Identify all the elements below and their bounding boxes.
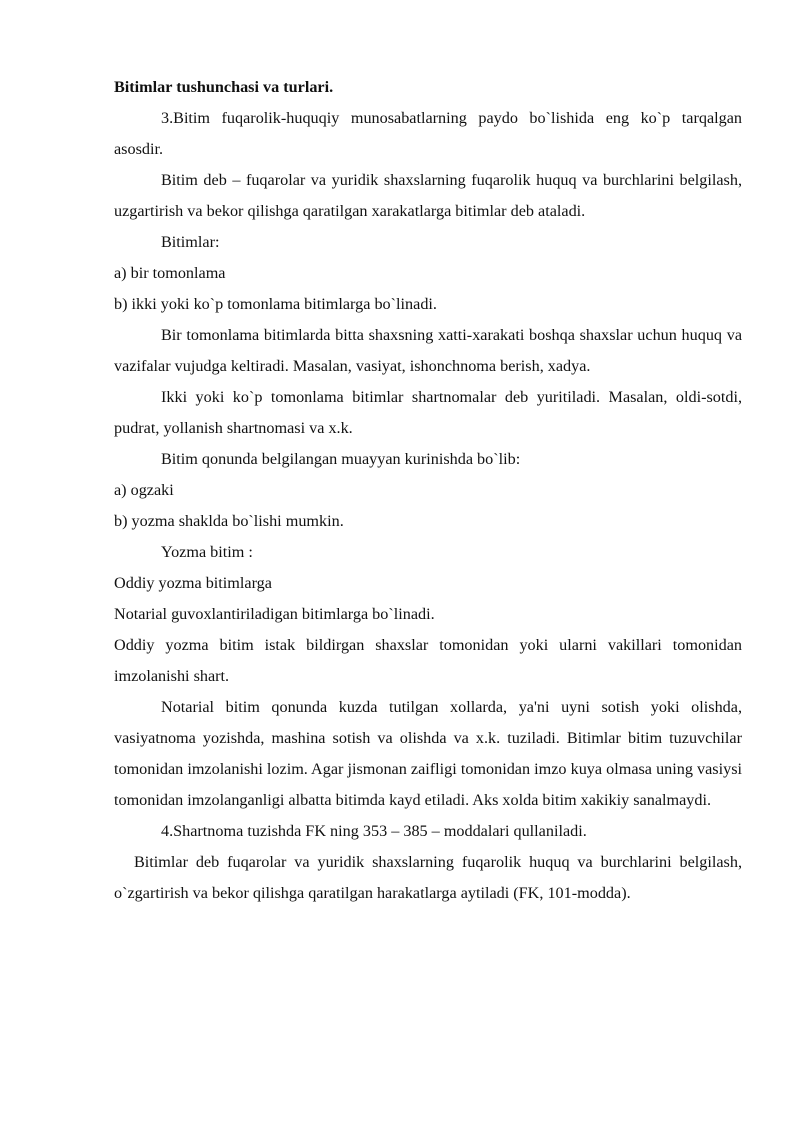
list-item-oddiy-yozma: Oddiy yozma bitimlarga <box>114 574 272 592</box>
paragraph-bir-tomonlama: Bir tomonlama bitimlarda bitta shaxsning xatti-xarakati boshqa shaxslar uchun huquq va vazifalar vujudga keltiradi. Masalan, vasiyat, ishonchnoma berish, xadya. <box>114 326 742 375</box>
paragraph-bitim-deb: Bitim deb – fuqarolar va yuridik shaxslarning fuqarolik huquq va burchlarini belgilash, uzgartirish va bekor qilishga qaratilgan xarakatlarga bitimlar deb ataladi. <box>114 171 742 220</box>
paragraph-yozma-bitim-heading: Yozma bitim : <box>161 543 253 561</box>
paragraph-oddiy-yozma-bitim: Oddiy yozma bitim istak bildirgan shaxslar tomonidan yoki ularni vakillari tomonidan imzolanishi shart. <box>114 636 742 685</box>
paragraph-bitimlar-heading: Bitimlar: <box>161 233 220 251</box>
paragraph-notarial-bitim: Notarial bitim qonunda kuzda tutilgan xollarda, ya'ni uyni sotish yoki olishda, vasiyatnoma yozishda, mashina sotish va olishda va x.k. tuziladi. Bitimlar bitim tuzuvchilar tomonidan imzolanishi lozim. Agar jismonan zaifligi tomonidan imzo kuya olmasa uning vasiysi tomonidan imzolanganligi albatta bitimda kayd etiladi. Aks xolda bitim xakikiy sanalmaydi. <box>114 698 742 809</box>
list-item-yozma: b) yozma shaklda bo`lishi mumkin. <box>114 512 344 530</box>
paragraph-bitim-kurinishi: Bitim qonunda belgilangan muayyan kurinishda bo`lib: <box>161 450 521 468</box>
document-page <box>114 72 742 909</box>
document-title: Bitimlar tushunchasi va turlari. <box>114 78 334 96</box>
list-item-notarial: Notarial guvoxlantiriladigan bitimlarga bo`linadi. <box>114 605 435 623</box>
list-item-bir-tomonlama: a) bir tomonlama <box>114 264 226 282</box>
list-item-kop-tomonlama: b) ikki yoki ko`p tomonlama bitimlarga bo`linadi. <box>114 295 437 313</box>
paragraph-shartnoma-tuzish: 4.Shartnoma tuzishda FK ning 353 – 385 – moddalari qullaniladi. <box>161 822 587 840</box>
list-item-ogzaki: a) ogzaki <box>114 481 174 499</box>
paragraph-bitimlar-ta-rifi: Bitimlar deb fuqarolar va yuridik shaxslarning fuqarolik huquq va burchlarini belgilash, o`zgartirish va bekor qilishga qaratilgan harakatlarga aytiladi (FK, 101-modda). <box>114 853 742 902</box>
paragraph-bitim-asos: 3.Bitim fuqarolik-huquqiy munosabatlarning paydo bo`lishida eng ko`p tarqalgan asosdir. <box>114 109 742 158</box>
paragraph-ikki-tomonlama: Ikki yoki ko`p tomonlama bitimlar shartnomalar deb yuritiladi. Masalan, oldi-sotdi, pudrat, yollanish shartnomasi va x.k. <box>114 388 742 437</box>
